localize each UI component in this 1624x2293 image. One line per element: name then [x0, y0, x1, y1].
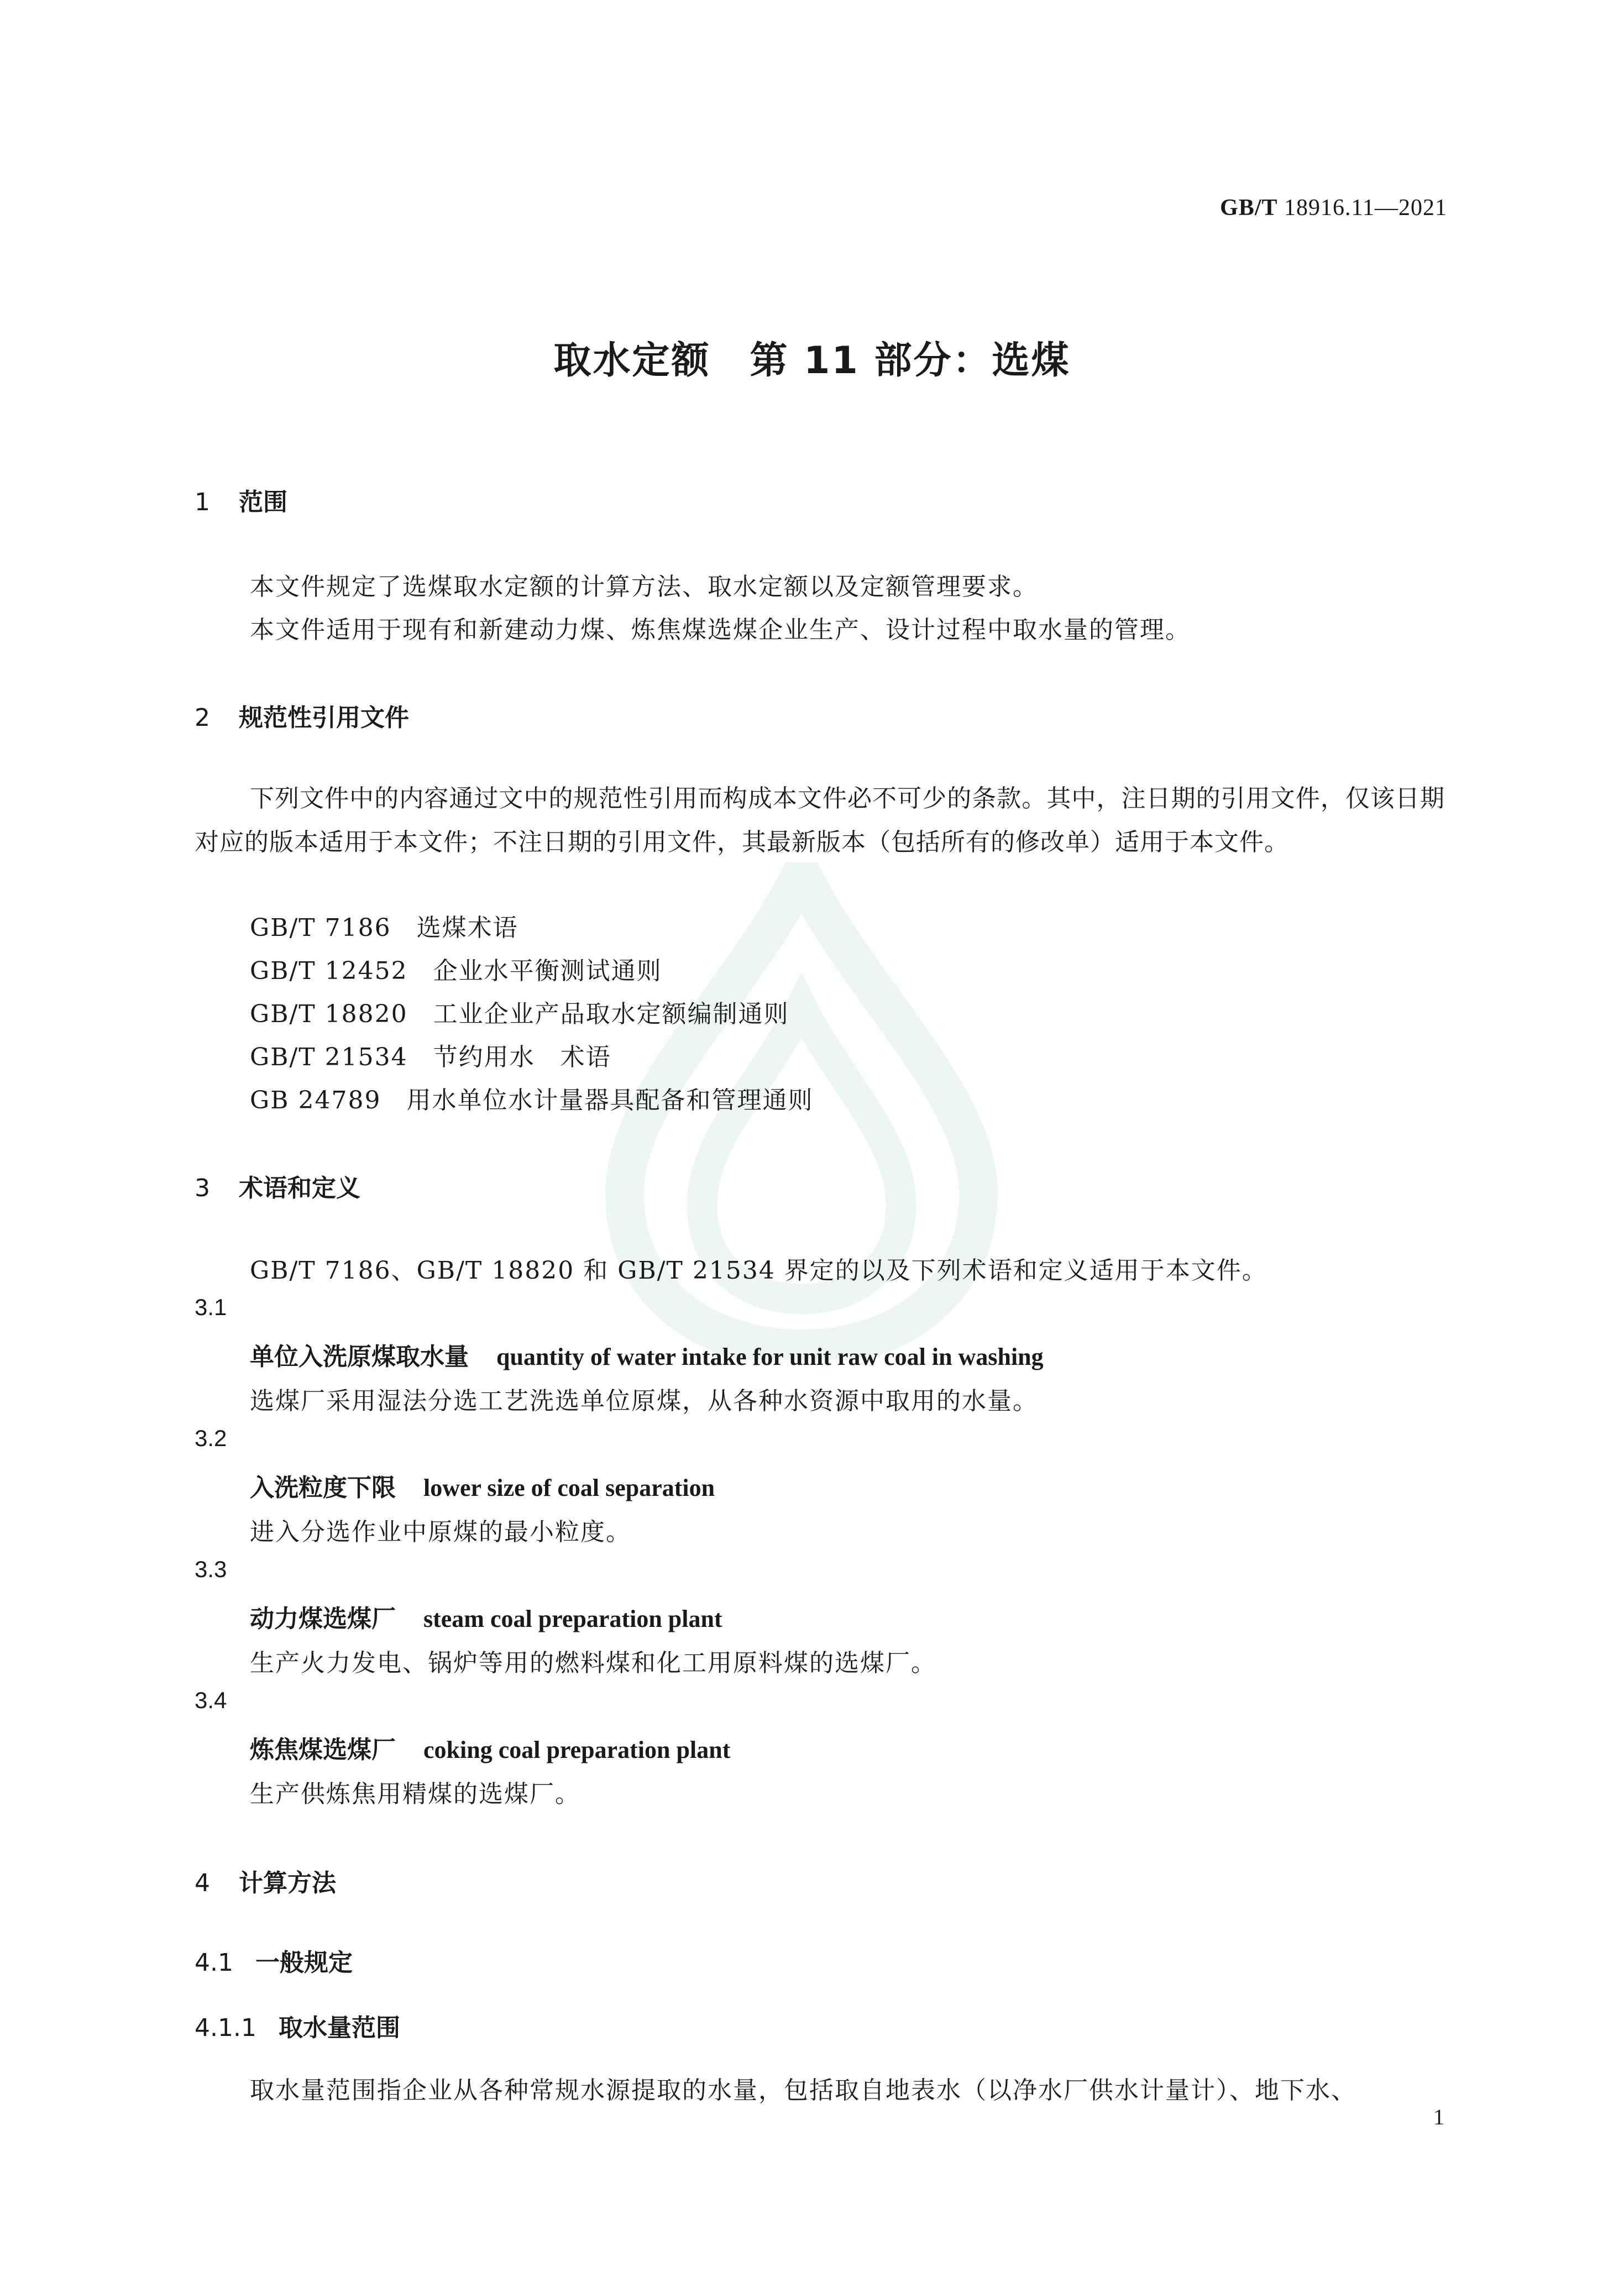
subsection-4-1-1-heading: 4.1.1 取水量范围 — [195, 2014, 400, 2042]
section-3-heading: 3 术语和定义 — [195, 1174, 360, 1202]
standard-code-prefix: GB/T — [1220, 195, 1278, 221]
reference-item: GB/T 7186 选煤术语 — [250, 914, 518, 942]
term-number: 3.2 — [195, 1425, 227, 1451]
section-4-para: 取水量范围指企业从各种常规水源提取的水量，包括取自地表水（以净水厂供水计量计）、地下水、 — [250, 2076, 1356, 2104]
term-title: 炼焦煤选煤厂 coking coal preparation plant — [250, 1736, 731, 1764]
reference-item: GB/T 12452 企业水平衡测试通则 — [250, 957, 662, 985]
section-2-heading: 2 规范性引用文件 — [195, 704, 409, 732]
page-number: 1 — [1433, 2104, 1444, 2129]
section-3-intro: GB/T 7186、GB/T 18820 和 GB/T 21534 界定的以及下列术语和定义适用于本文件。 — [250, 1257, 1267, 1285]
term-definition: 生产供炼焦用精煤的选煤厂。 — [250, 1780, 580, 1808]
section-1-heading: 1 范围 — [195, 488, 287, 516]
section-1-para-1: 本文件规定了选煤取水定额的计算方法、取水定额以及定额管理要求。 — [250, 573, 1038, 601]
section-4-heading: 4 计算方法 — [195, 1869, 336, 1897]
term-title: 动力煤选煤厂 steam coal preparation plant — [250, 1605, 722, 1633]
standard-code — [1220, 195, 1447, 221]
standard-code-number: 18916.11—2021 — [1284, 195, 1447, 221]
term-title: 入洗粒度下限 lower size of coal separation — [250, 1474, 715, 1502]
document-title: 取水定额 第 11 部分：选煤 — [553, 339, 1071, 383]
subsection-4-1-heading: 4.1 一般规定 — [195, 1949, 353, 1977]
term-title: 单位入洗原煤取水量 quantity of water intake for unit raw coal in washing — [250, 1343, 1044, 1371]
reference-item: GB 24789 用水单位水计量器具配备和管理通则 — [250, 1086, 814, 1114]
term-definition: 选煤厂采用湿法分选工艺洗选单位原煤，从各种水资源中取用的水量。 — [250, 1387, 1038, 1415]
reference-item: GB/T 18820 工业企业产品取水定额编制通则 — [250, 1000, 789, 1028]
term-definition: 生产火力发电、锅炉等用的燃料煤和化工用原料煤的选煤厂。 — [250, 1649, 936, 1677]
section-2-intro: 下列文件中的内容通过文中的规范性引用而构成本文件必不可少的条款。其中，注日期的引用文件，仅该日期对应的版本适用于本文件；不注日期的引用文件，其最新版本（包括所有的修改单）适用于本文件。 — [195, 784, 1445, 856]
term-definition: 进入分选作业中原煤的最小粒度。 — [250, 1518, 631, 1546]
reference-item: GB/T 21534 节约用水 术语 — [250, 1043, 611, 1071]
term-number: 3.3 — [195, 1556, 227, 1582]
term-number: 3.4 — [195, 1687, 227, 1713]
term-number: 3.1 — [195, 1294, 227, 1320]
section-1-para-2: 本文件适用于现有和新建动力煤、炼焦煤选煤企业生产、设计过程中取水量的管理。 — [250, 616, 1191, 644]
